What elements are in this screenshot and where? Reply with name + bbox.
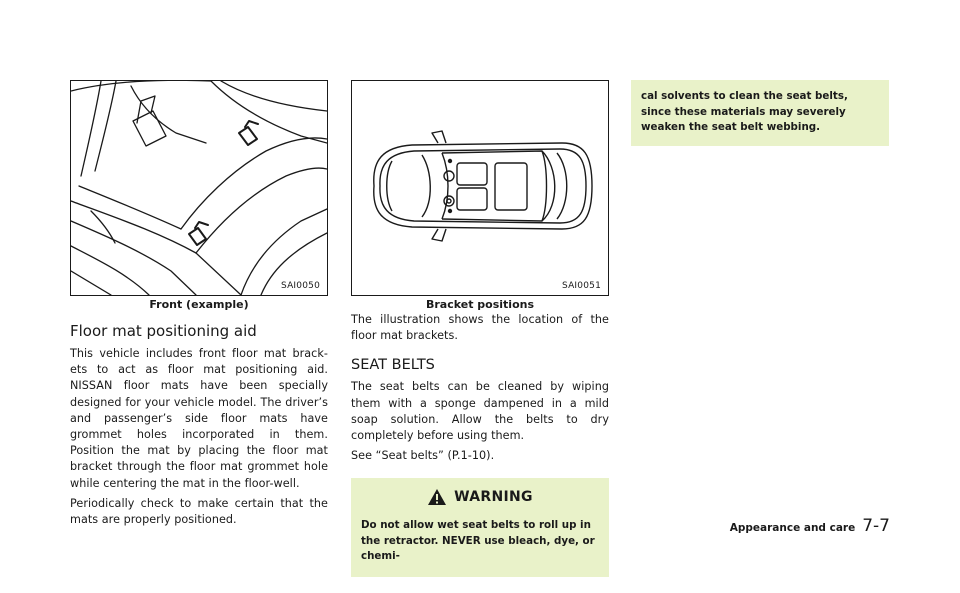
paragraph: Periodically check to make certain that the mats are properly positioned. bbox=[70, 496, 328, 527]
warning-text: Do not allow wet seat belts to roll up in the retractor. NEVER use bleach, dye, or chemi- bbox=[361, 519, 595, 563]
column-left bbox=[70, 80, 328, 532]
page-number: 7-7 bbox=[862, 516, 890, 536]
paragraph: This vehicle includes front floor mat brack-ets to act as floor mat positioning aid. NISSAN floor mats have been specially designed for your vehicle model. The driver’s and passenger’s side floor mats have grommet holes incorporated in them. Position the mat by placing the floor mat bracket through the floor mat grommet hole while centering the mat in the floor-well. bbox=[70, 347, 328, 490]
column-middle bbox=[351, 80, 609, 577]
figure-code: SAI0051 bbox=[562, 281, 601, 291]
figure-front-floor-mat bbox=[70, 80, 328, 296]
warning-title: WARNING bbox=[454, 489, 533, 506]
warning-header bbox=[361, 488, 599, 506]
section-heading-floor-mat: Floor mat positioning aid bbox=[70, 322, 257, 340]
warning-text-continued: cal solvents to clean the seat belts, since these materials may severely weaken the seat belt webbing. bbox=[641, 90, 848, 133]
section-heading-seat-belts: SEAT BELTS bbox=[351, 357, 435, 374]
paragraph: The seat belts can be cleaned by wiping them with a sponge dampened in a mild soap solution. Allow the belts to dry completely before using them. bbox=[351, 380, 609, 443]
column-right bbox=[631, 80, 889, 146]
page-footer bbox=[730, 516, 890, 536]
figure-bracket-positions bbox=[351, 80, 609, 296]
figure-caption: Bracket positions bbox=[425, 298, 535, 311]
footer-section-label: Appearance and care bbox=[729, 522, 856, 534]
figure-caption: Front (example) bbox=[149, 298, 249, 311]
floor-mat-illustration bbox=[71, 81, 327, 295]
figure-code: SAI0050 bbox=[281, 281, 320, 291]
warning-triangle-icon bbox=[427, 488, 447, 506]
car-top-view-illustration bbox=[352, 81, 608, 295]
warning-box bbox=[351, 478, 609, 577]
paragraph: The illustration shows the location of the floor mat brackets. bbox=[351, 313, 609, 343]
paragraph: See “Seat belts” (P.1-10). bbox=[351, 449, 495, 463]
warning-box-continued bbox=[631, 80, 889, 146]
